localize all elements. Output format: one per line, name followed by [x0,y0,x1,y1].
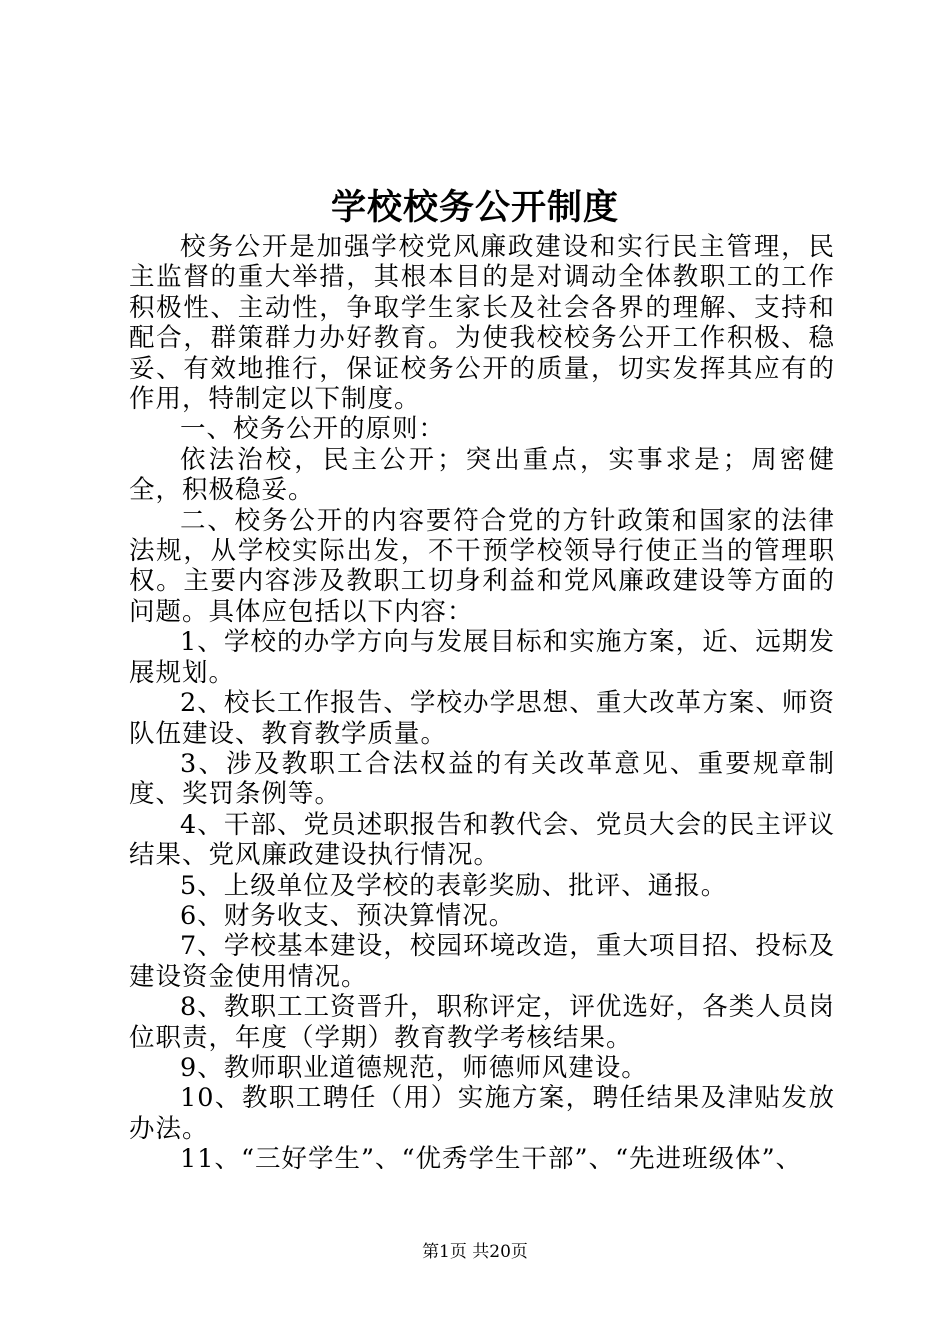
list-item-3: 3、涉及教职工合法权益的有关改革意见、重要规章制度、奖罚条例等。 [129,748,835,810]
list-item-11: 11、“三好学生”、“优秀学生干部”、“先进班级体”、 [180,1144,803,1175]
list-item-2: 2、校长工作报告、学校办学思想、重大改革方案、师资队伍建设、教育教学质量。 [129,688,835,749]
paragraph-section-2: 二、校务公开的内容要符合党的方针政策和国家的法律法规，从学校实际出发，不干预学校领导行使正当的管理职权。主要内容涉及教职工切身利益和党风廉政建设等方面的问题。具体应包括以下内容： [129,505,835,627]
list-item-1: 1、学校的办学方向与发展目标和实施方案，近、远期发展规划。 [129,627,835,688]
list-item-7: 7、学校基本建设，校园环境改造，重大项目招、投标及建设资金使用情况。 [129,931,835,992]
list-item-9: 9、教师职业道德规范，师德师风建设。 [180,1052,648,1083]
list-item-5: 5、上级单位及学校的表彰奖励、批评、通报。 [180,870,728,901]
paragraph-section-1-heading: 一、校务公开的原则： [180,414,446,445]
paragraph-principles: 依法治校，民主公开；突出重点，实事求是；周密健全，积极稳妥。 [129,444,835,506]
list-item-6: 6、财务收支、预决算情况。 [180,900,516,931]
list-item-4: 4、干部、党员述职报告和教代会、党员大会的民主评议结果、党风廉政建设执行情况。 [129,809,835,871]
list-item-8: 8、教职工工资晋升，职称评定，评优选好，各类人员岗位职责，年度（学期）教育教学考核结果。 [129,992,835,1053]
document-title: 学校校务公开制度 [330,187,619,228]
paragraph-intro: 校务公开是加强学校党风廉政建设和实行民主管理，民主监督的重大举措，其根本目的是对调动全体教职工的工作积极性、主动性，争取学生家长及社会各界的理解、支持和配合，群策群力办好教育。为使我校校务公开工作积极、稳妥、有效地推行，保证校务公开的质量，切实发挥其应有的作用，特制定以下制度。 [129,232,835,415]
page-footer: 第1页 共20页 [422,1242,528,1262]
list-item-10: 10、教职工聘任（用）实施方案，聘任结果及津贴发放办法。 [129,1083,835,1144]
document-body [129,232,835,1175]
